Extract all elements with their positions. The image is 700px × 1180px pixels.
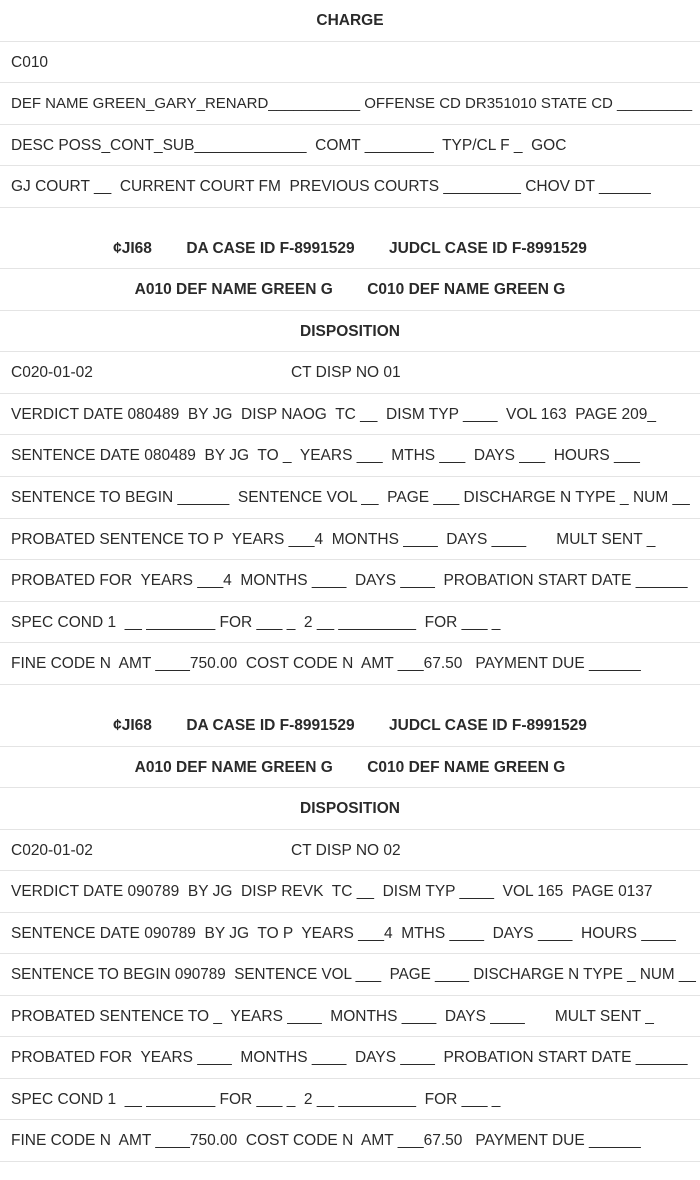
disposition-line: SENTENCE DATE 080489 BY JG TO _ YEARS ___ MTHS ___ DAYS ___ HOURS ___ (0, 435, 700, 477)
disposition-line: PROBATED SENTENCE TO _ YEARS ____ MONTHS ____ DAYS ____ MULT SENT _ (0, 996, 700, 1038)
disposition-line: VERDICT DATE 080489 BY JG DISP NAOG TC __ DISM TYP ____ VOL 163 PAGE 209_ (0, 394, 700, 436)
disposition-line: PROBATED FOR YEARS ___4 MONTHS ____ DAYS ____ PROBATION START DATE ______ (0, 560, 700, 602)
charge-section (0, 0, 700, 208)
disposition-section-2 (0, 705, 700, 1162)
charge-title: CHARGE (0, 0, 700, 42)
disposition-line: C020-01-02 CT DISP NO 02 (0, 830, 700, 872)
charge-line: GJ COURT __ CURRENT COURT FM PREVIOUS COURTS _________ CHOV DT ______ (0, 166, 700, 208)
disposition-title: DISPOSITION (0, 788, 700, 830)
section-gap (0, 685, 700, 705)
def-name-header: A010 DEF NAME GREEN G C010 DEF NAME GREEN G (0, 747, 700, 789)
section-gap (0, 208, 700, 228)
disposition-line: SENTENCE TO BEGIN ______ SENTENCE VOL __ PAGE ___ DISCHARGE N TYPE _ NUM __ (0, 477, 700, 519)
disposition-line: PROBATED SENTENCE TO P YEARS ___4 MONTHS ____ DAYS ____ MULT SENT _ (0, 519, 700, 561)
disposition-line: FINE CODE N AMT ____750.00 COST CODE N AMT ___67.50 PAYMENT DUE ______ (0, 1120, 700, 1162)
disposition-line: PROBATED FOR YEARS ____ MONTHS ____ DAYS ____ PROBATION START DATE ______ (0, 1037, 700, 1079)
disposition-line: FINE CODE N AMT ____750.00 COST CODE N AMT ___67.50 PAYMENT DUE ______ (0, 643, 700, 685)
charge-line: C010 (0, 42, 700, 84)
disposition-line: C020-01-02 CT DISP NO 01 (0, 352, 700, 394)
case-header: ¢JI68 DA CASE ID F-8991529 JUDCL CASE ID F-8991529 (0, 228, 700, 270)
disposition-title: DISPOSITION (0, 311, 700, 353)
disposition-line: SENTENCE TO BEGIN 090789 SENTENCE VOL ___ PAGE ____ DISCHARGE N TYPE _ NUM __ (0, 954, 700, 996)
disposition-section-1 (0, 228, 700, 686)
charge-line: DESC POSS_CONT_SUB_____________ COMT ________ TYP/CL F _ GOC (0, 125, 700, 167)
disposition-line: SPEC COND 1 __ ________ FOR ___ _ 2 __ _________ FOR ___ _ (0, 1079, 700, 1121)
disposition-line: SPEC COND 1 __ ________ FOR ___ _ 2 __ _________ FOR ___ _ (0, 602, 700, 644)
def-name-header: A010 DEF NAME GREEN G C010 DEF NAME GREEN G (0, 269, 700, 311)
case-header: ¢JI68 DA CASE ID F-8991529 JUDCL CASE ID F-8991529 (0, 705, 700, 747)
charge-line: DEF NAME GREEN_GARY_RENARD___________ OFFENSE CD DR351010 STATE CD _________ (0, 83, 700, 125)
disposition-line: VERDICT DATE 090789 BY JG DISP REVK TC __ DISM TYP ____ VOL 165 PAGE 0137 (0, 871, 700, 913)
disposition-line: SENTENCE DATE 090789 BY JG TO P YEARS ___4 MTHS ____ DAYS ____ HOURS ____ (0, 913, 700, 955)
